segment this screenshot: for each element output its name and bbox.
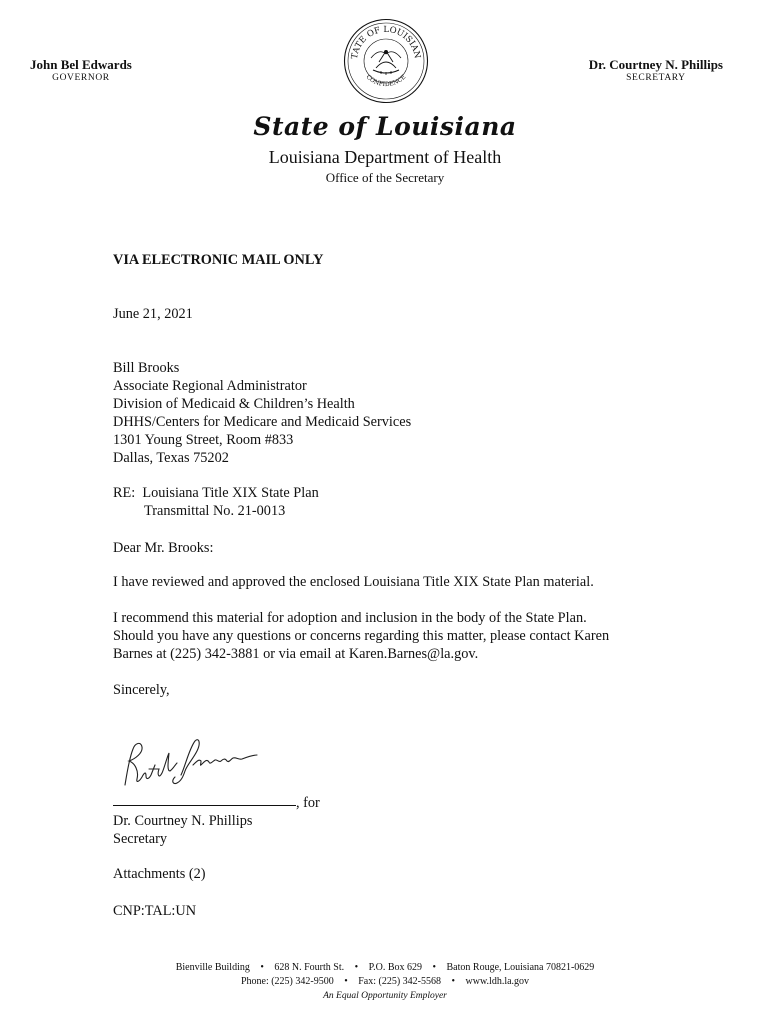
footer-contact — [0, 976, 770, 987]
footer-building: Bienville Building — [175, 962, 250, 973]
state-title: State of Louisiana — [253, 112, 517, 141]
footer-separator: • — [344, 976, 348, 987]
footer-employer-note: An Equal Opportunity Employer — [323, 991, 447, 1001]
paragraph-approval: I have reviewed and approved the enclosed Louisiana Title XIX State Plan material. — [113, 574, 594, 590]
footer-street: 628 N. Fourth St. — [274, 962, 345, 973]
delivery-note: VIA ELECTRONIC MAIL ONLY — [113, 252, 324, 268]
re-line: RE: Louisiana Title XIX State Plan — [113, 485, 319, 501]
recipient-line: Associate Regional Administrator — [113, 378, 307, 394]
footer-website: www.ldh.la.gov — [465, 976, 530, 987]
footer-po-box: P.O. Box 629 — [368, 962, 422, 973]
governor-block — [30, 57, 132, 83]
recipient-address — [113, 359, 411, 467]
state-seal-icon — [343, 18, 429, 104]
secretary-name: Dr. Courtney N. Phillips — [588, 57, 723, 72]
governor-title: GOVERNOR — [52, 73, 110, 83]
office-name: Office of the Secretary — [325, 170, 445, 185]
recipient-line: Dallas, Texas 75202 — [113, 450, 229, 466]
paragraph-line: I recommend this material for adoption and inclusion in the body of the State Plan. — [113, 610, 587, 626]
svg-text:CONFIDENCE — [365, 74, 408, 89]
recipient-line: Bill Brooks — [113, 360, 180, 376]
footer-address — [0, 962, 770, 973]
paragraph-line: Barnes at (225) 342-3881 or via email at Karen.Barnes@la.gov. — [113, 646, 479, 662]
seal-bottom-text: CONFIDENCE — [364, 73, 408, 89]
reference-initials: CNP:TAL:UN — [113, 903, 197, 919]
footer-phone: Phone: (225) 342-9500 — [240, 976, 334, 987]
footer-separator: • — [451, 976, 456, 987]
footer-fax: Fax: (225) 342-5568 — [358, 976, 442, 987]
for-text: , for — [296, 795, 320, 811]
secretary-title: SECRETARY — [626, 73, 686, 83]
attachments-note: Attachments (2) — [113, 866, 206, 882]
recipient-line: Division of Medicaid & Children’s Health — [113, 396, 355, 412]
closing: Sincerely, — [113, 682, 170, 698]
transmittal-number: Transmittal No. 21-0013 — [144, 503, 286, 519]
footer-city: Baton Rouge, Louisiana 70821-0629 — [446, 962, 595, 973]
footer-separator: • — [260, 962, 264, 973]
signer-name: Dr. Courtney N. Phillips — [113, 813, 253, 829]
department-name: Louisiana Department of Health — [268, 147, 502, 167]
handwritten-signature — [115, 735, 265, 793]
paragraph-line: Should you have any questions or concerns regarding this matter, please contact Karen — [113, 628, 610, 644]
governor-name: John Bel Edwards — [30, 57, 132, 72]
letter-date: June 21, 2021 — [113, 306, 193, 322]
paragraph-recommendation — [113, 609, 609, 663]
footer-separator: • — [354, 962, 359, 973]
salutation: Dear Mr. Brooks: — [113, 540, 214, 556]
secretary-block — [589, 57, 723, 83]
signature-line — [113, 805, 296, 806]
recipient-line: DHHS/Centers for Medicare and Medicaid Services — [113, 414, 412, 430]
seal-top-text: TATE OF LOUISIAN — [350, 24, 423, 60]
recipient-line: 1301 Young Street, Room #833 — [113, 432, 294, 448]
footer-separator: • — [432, 962, 437, 973]
signer-title: Secretary — [113, 831, 167, 847]
